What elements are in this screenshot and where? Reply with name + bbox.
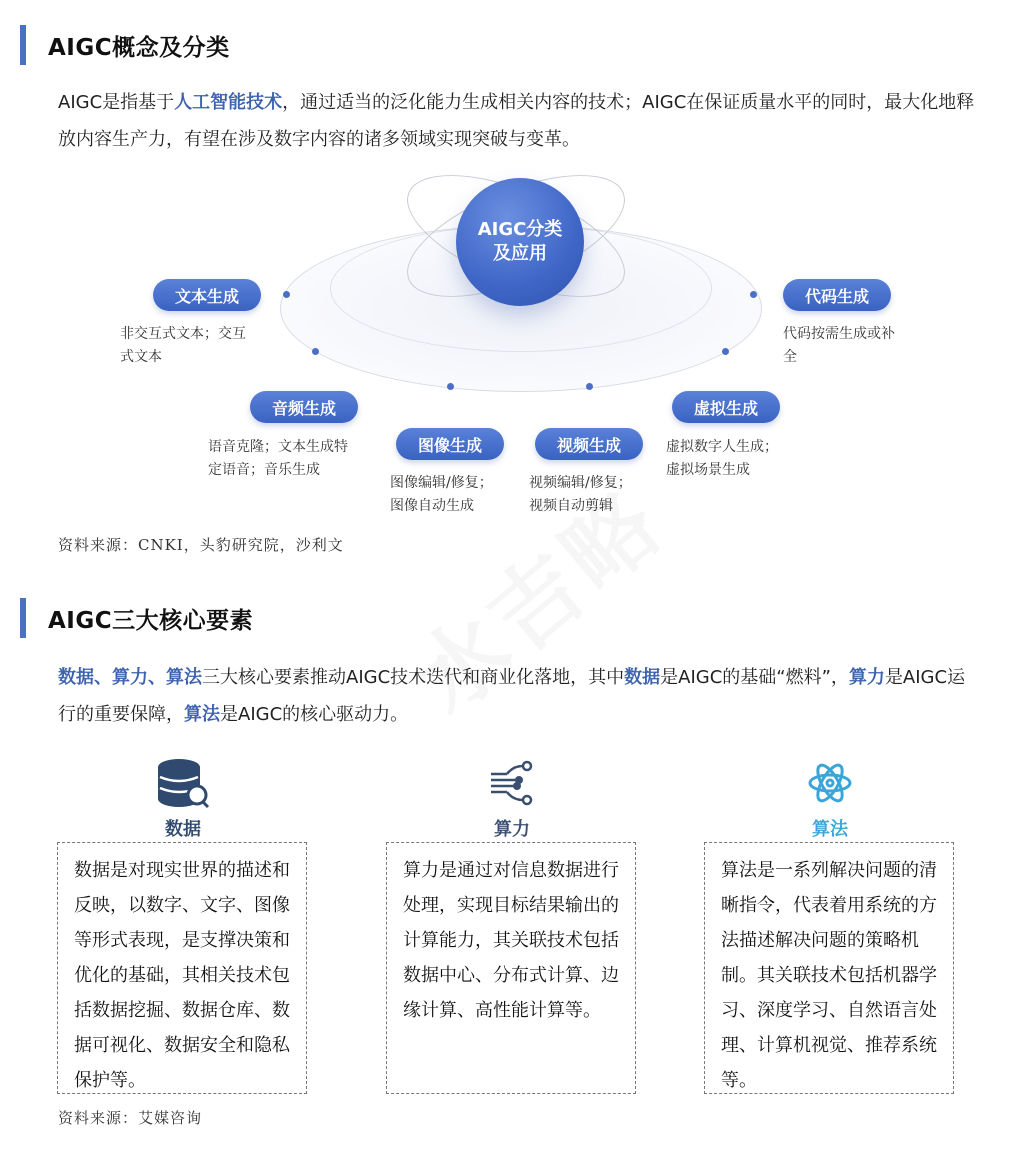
orbit-dot [586, 383, 593, 390]
orbit-dot [750, 291, 757, 298]
pillar-description: 算法是一系列解决问题的清晰指令，代表着用系统的方法描述解决问题的策略机制。其关联技术包括机器学习、深度学习、自然语言处理、计算机视觉、推荐系统等。 [704, 842, 954, 1094]
pillar-title: 算力 [494, 819, 530, 840]
category-desc-text: 非交互式文本；交互 式文本 [120, 326, 246, 365]
heading-accent-bar [20, 25, 26, 65]
source-note-2: 资料来源：艾媒咨询 [58, 1109, 203, 1127]
circuit-icon [482, 755, 542, 810]
pillar-description: 算力是通过对信息数据进行处理，实现目标结果输出的计算能力，其关联技术包括数据中心、分布式计算、边缘计算、高性能计算等。 [386, 842, 636, 1094]
section-title: AIGC三大核心要素 [48, 607, 254, 634]
pillar-description: 数据是对现实世界的描述和反映，以数字、文字、图像等形式表现，是支撑决策和优化的基础，其相关技术包括数据挖掘、数据仓库、数据可视化、数据安全和隐私保护等。 [57, 842, 307, 1094]
heading-accent-bar [20, 598, 26, 638]
core-elements-paragraph [58, 659, 978, 733]
category-desc-image: 图像编辑/修复； 图像自动生成 [390, 475, 493, 514]
highlight-text: 算法 [184, 704, 220, 725]
center-sphere [456, 178, 584, 306]
intro-text: AIGC是指基于 [58, 92, 175, 113]
aigc-classification-diagram [0, 170, 1024, 525]
atom-icon [800, 755, 860, 810]
category-pill-virtual: 虚拟生成 [672, 391, 780, 423]
body-text: 是AIGC的核心驱动力。 [220, 704, 409, 725]
highlight-text: 数据 [624, 667, 661, 688]
body-text: 是AIGC的基础“燃料”， [660, 667, 849, 688]
category-pill-code: 代码生成 [783, 279, 891, 311]
orbit-dot [722, 348, 729, 355]
intro-text: ，通过适当的泛化能力生成相关内容的技术；AIGC在保证质量水平的同时，最大化地释放内容生产力，有望在涉及数字内容的诸多领域实现突破与变革。 [58, 92, 975, 150]
category-pill-text: 文本生成 [153, 279, 261, 311]
pillar-title: 数据 [165, 819, 201, 840]
category-desc-video: 视频编辑/修复； 视频自动剪辑 [529, 475, 632, 514]
highlight-ai-tech: 人工智能技术 [174, 92, 283, 113]
center-label: 及应用 [493, 243, 547, 264]
orbit-dot [283, 291, 290, 298]
orbit-dot [447, 383, 454, 390]
section-heading-concept [20, 25, 230, 65]
category-desc-virtual: 虚拟数字人生成； 虚拟场景生成 [666, 439, 778, 478]
concept-paragraph [58, 84, 978, 158]
section-title: AIGC概念及分类 [48, 34, 230, 61]
body-text: 三大核心要素推动AIGC技术迭代和商业化落地，其中 [202, 667, 625, 688]
category-pill-audio: 音频生成 [250, 391, 358, 423]
highlight-text: 算力 [848, 667, 885, 688]
center-label: AIGC分类 [477, 219, 563, 240]
section-heading-core-elements [20, 598, 253, 638]
database-search-icon [153, 755, 213, 810]
orbit-dot [312, 348, 319, 355]
category-pill-image: 图像生成 [396, 428, 504, 460]
category-pill-video: 视频生成 [535, 428, 643, 460]
category-desc-audio: 语音克隆；文本生成特 定语音；音乐生成 [208, 439, 348, 478]
body-text: 是AIGC运行的重要保障， [58, 667, 966, 725]
pillar-title: 算法 [812, 819, 848, 840]
highlight-text: 数据、算力、算法 [58, 667, 202, 688]
source-note-1: 资料来源：CNKI，头豹研究院，沙利文 [58, 536, 344, 554]
category-desc-code: 代码按需生成或补 全 [783, 326, 895, 365]
